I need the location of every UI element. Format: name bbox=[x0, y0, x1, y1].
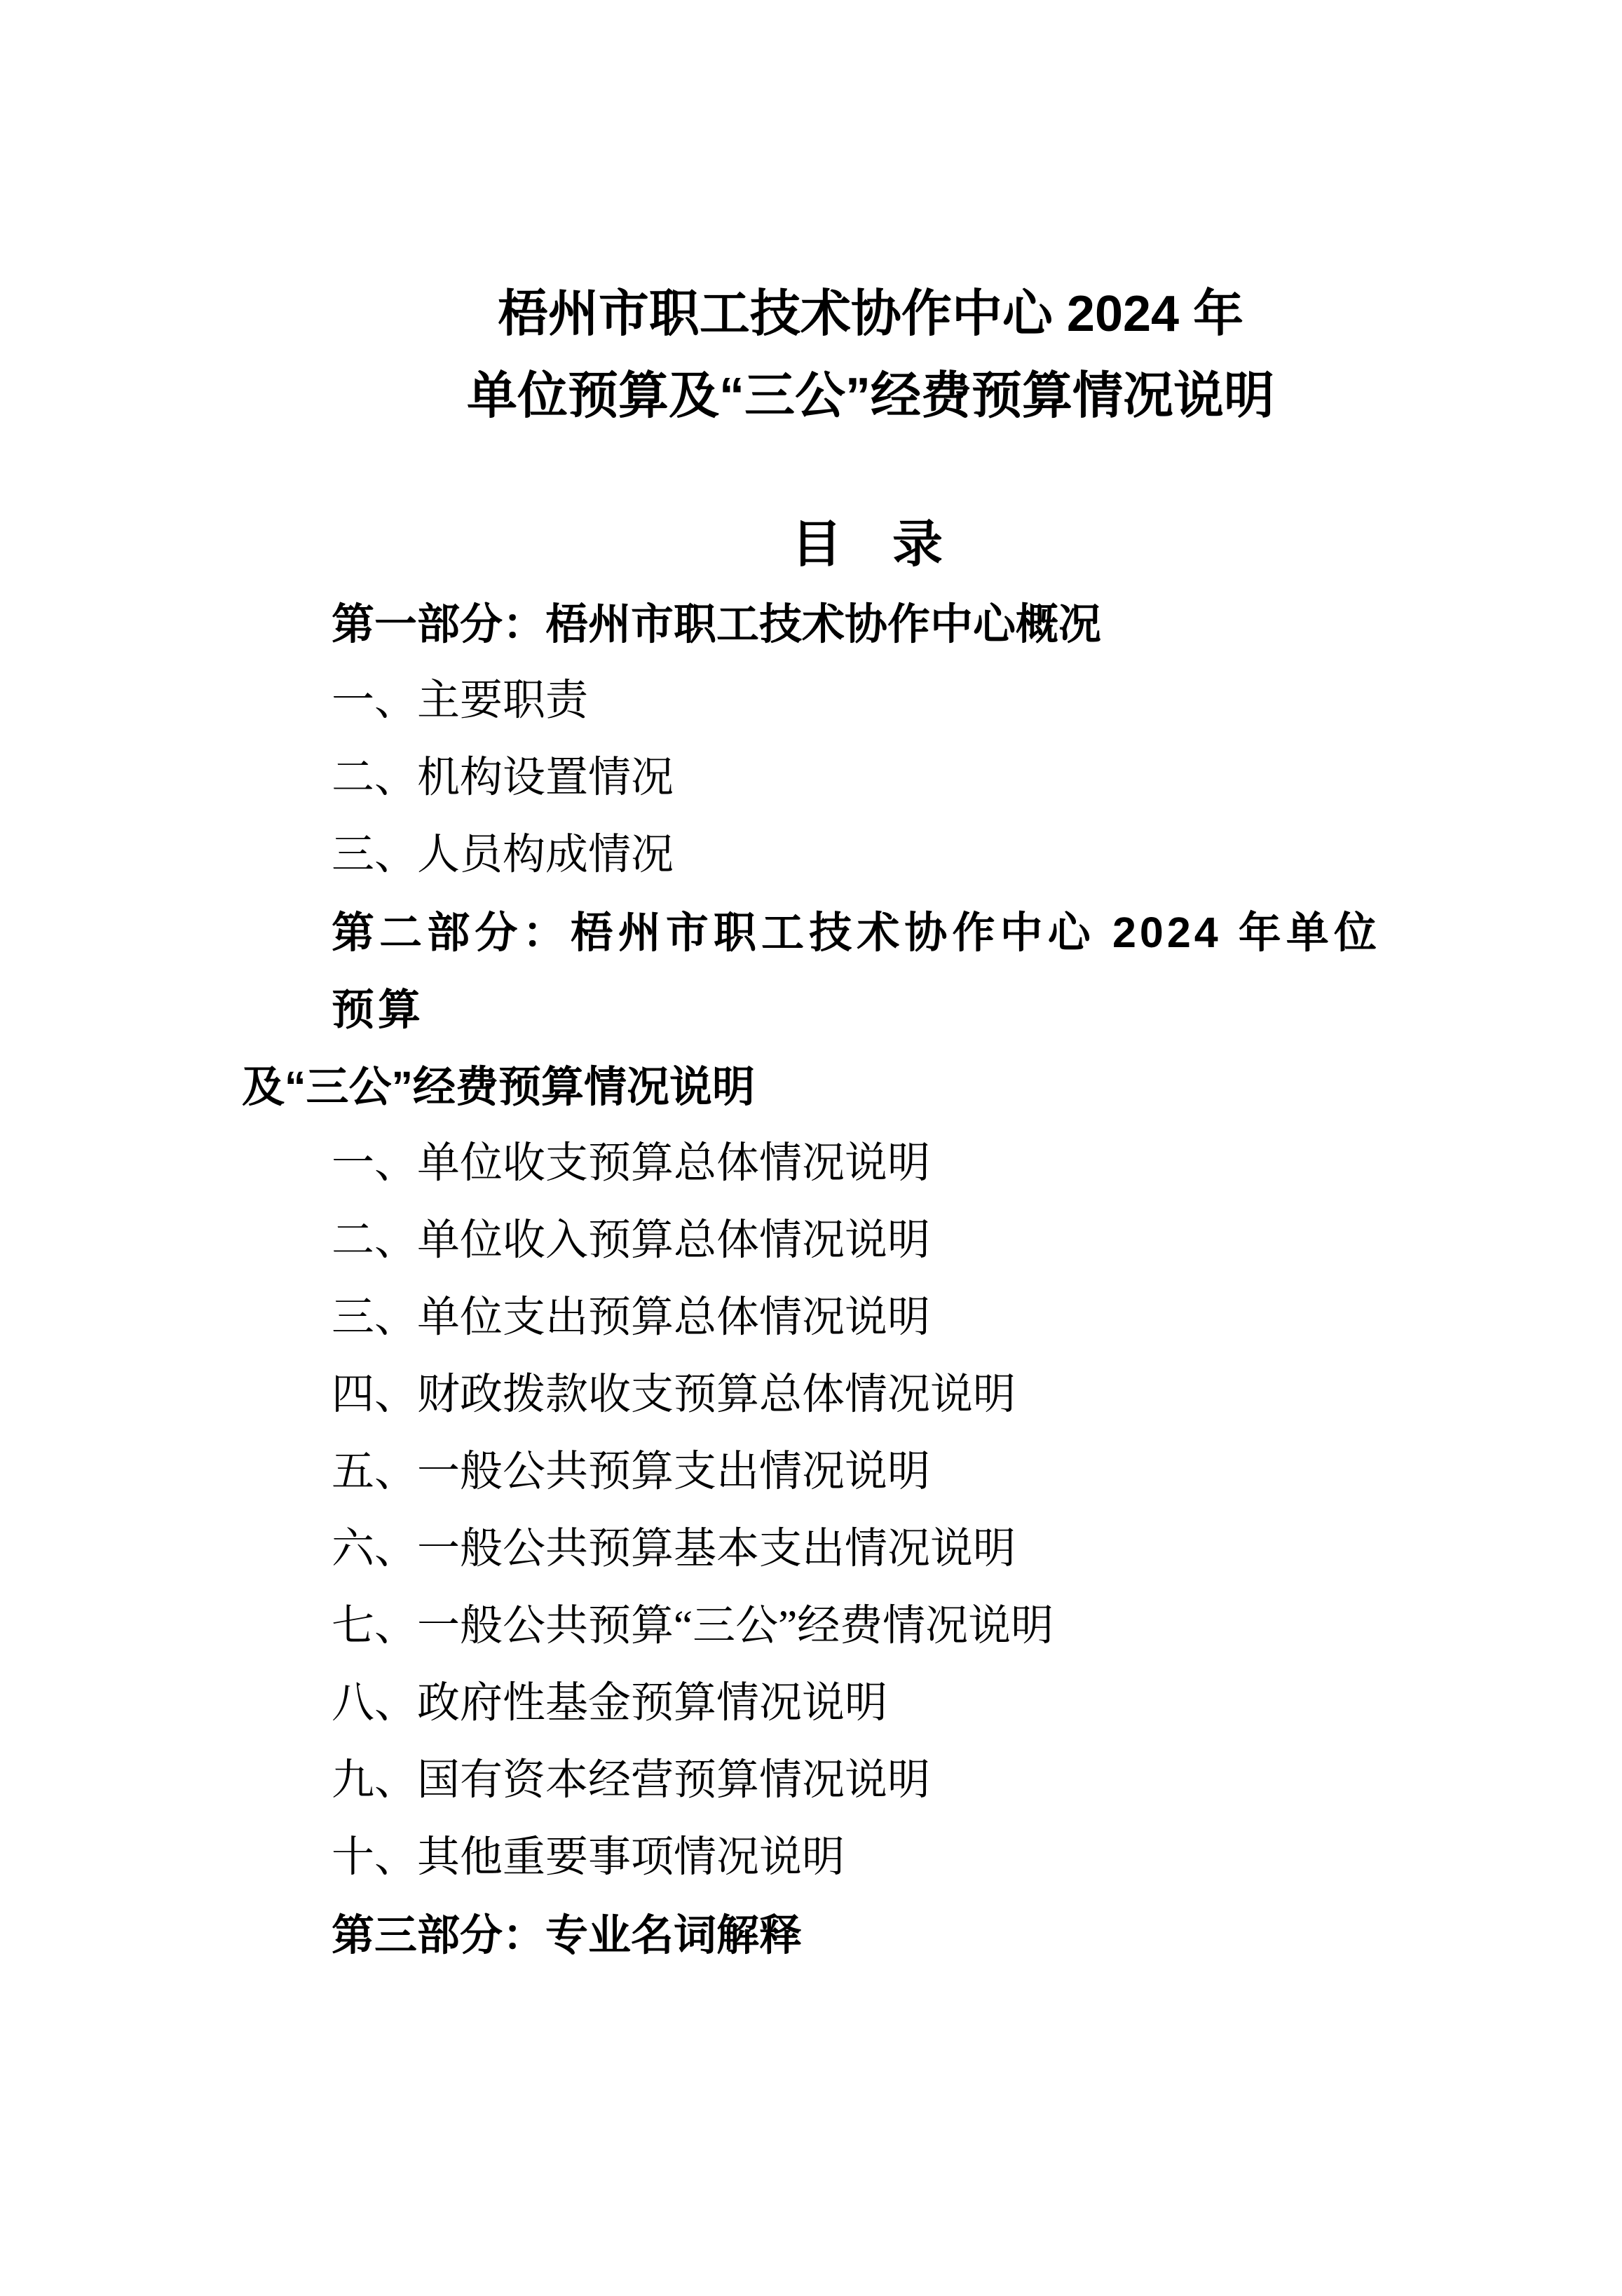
toc-item: 四、财政拨款收支预算总体情况说明 bbox=[332, 1371, 1016, 1418]
toc-item: 三、人员构成情况 bbox=[332, 831, 674, 878]
document-title-line-2: 单位预算及“三公”经费预算情况说明 bbox=[466, 368, 1274, 424]
toc-item: 一、主要职责 bbox=[332, 677, 589, 724]
toc-part-heading: 第三部分：专业名词解释 bbox=[332, 1911, 803, 1959]
toc-item: 八、政府性基金预算情况说明 bbox=[332, 1680, 888, 1727]
toc-item: 五、一般公共预算支出情况说明 bbox=[332, 1448, 931, 1495]
toc-list bbox=[242, 585, 1380, 1974]
toc-item: 七、一般公共预算“三公”经费情况说明 bbox=[332, 1603, 1054, 1650]
toc-item: 一、单位收支预算总体情况说明 bbox=[332, 1140, 931, 1187]
toc-item: 二、单位收入预算总体情况说明 bbox=[332, 1217, 931, 1264]
toc-heading: 目 录 bbox=[791, 517, 943, 573]
toc-part-heading: 第二部分：梧州市职工技术协作中心 2024 年单位预算 bbox=[332, 909, 1380, 1033]
toc-item: 六、一般公共预算基本支出情况说明 bbox=[332, 1526, 1016, 1572]
toc-part-heading: 及“三公”经费预算情况说明 bbox=[242, 1063, 756, 1110]
document-title-line-1: 梧州市职工技术协作中心 2024 年 bbox=[497, 286, 1244, 342]
toc-item: 三、单位支出预算总体情况说明 bbox=[332, 1294, 931, 1341]
toc-item: 二、机构设置情况 bbox=[332, 754, 674, 801]
toc-item: 十、其他重要事项情况说明 bbox=[332, 1834, 845, 1881]
document-title bbox=[361, 273, 1380, 437]
toc-item: 九、国有资本经营预算情况说明 bbox=[332, 1757, 931, 1804]
toc-part-heading: 第一部分：梧州市职工技术协作中心概况 bbox=[332, 600, 1102, 648]
